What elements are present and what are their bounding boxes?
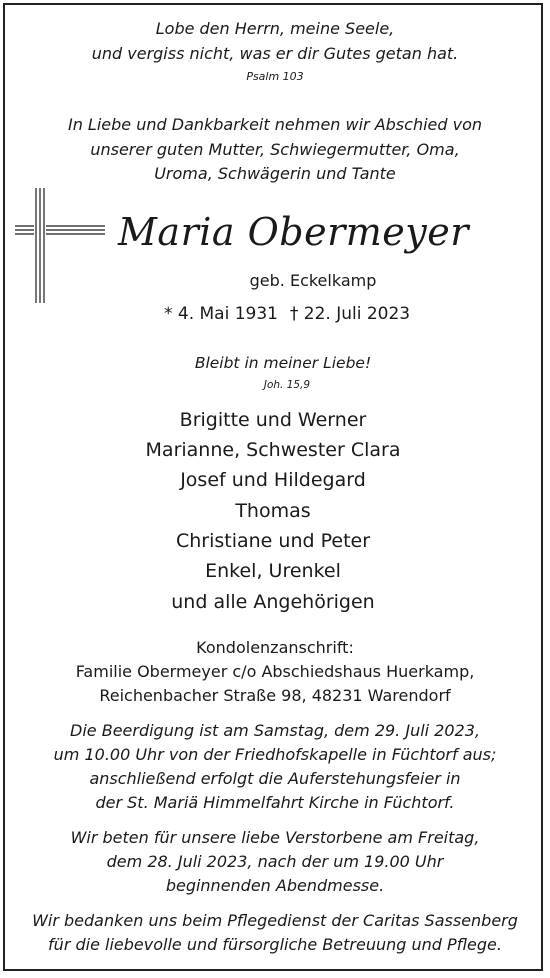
- mourner-4: Thomas: [235, 500, 311, 522]
- prayer-line-1: Wir beten für unsere liebe Verstorbene am Freitag,: [70, 828, 480, 847]
- mourner-6: Enkel, Urenkel: [205, 560, 341, 582]
- thanks-line-2: für die liebevolle und fürsorgliche Betreuung und Pflege.: [48, 935, 502, 954]
- mourner-2: Marianne, Schwester Clara: [145, 439, 401, 461]
- prayer-line-2: dem 28. Juli 2023, nach der um 19.00 Uhr: [106, 852, 444, 871]
- death-date: † 22. Juli 2023: [289, 304, 411, 324]
- intro-line-1: In Liebe und Dankbarkeit nehmen wir Abschied von: [67, 115, 483, 134]
- condolence-heading: Kondolenzanschrift:: [196, 638, 354, 657]
- psalm-line-2: und vergiss nicht, was er dir Gutes getan hat.: [91, 44, 459, 63]
- funeral-line-1: Die Beerdigung ist am Samstag, dem 29. Juli 2023,: [70, 721, 480, 740]
- verse-reference: Joh. 15,9: [263, 379, 311, 391]
- funeral-line-4: der St. Mariä Himmelfahrt Kirche in Füchtorf.: [95, 793, 455, 812]
- mourner-7: und alle Angehörigen: [171, 591, 375, 613]
- deceased-name: Maria Obermeyer: [118, 210, 469, 254]
- mourner-5: Christiane und Peter: [175, 530, 371, 552]
- mourner-3: Josef und Hildegard: [180, 469, 366, 491]
- funeral-line-2: um 10.00 Uhr von der Friedhofskapelle in Füchtorf aus;: [53, 745, 497, 764]
- condolence-line-2: Reichenbacher Straße 98, 48231 Warendorf: [99, 686, 451, 705]
- thanks-line-1: Wir bedanken uns beim Pflegedienst der Caritas Sassenberg: [32, 911, 518, 930]
- verse-text: Bleibt in meiner Liebe!: [194, 354, 372, 372]
- condolence-line-1: Familie Obermeyer c/o Abschiedshaus Huerkamp,: [75, 662, 475, 681]
- prayer-line-3: beginnenden Abendmesse.: [165, 876, 385, 895]
- intro-line-2: unserer guten Mutter, Schwiegermutter, Oma,: [90, 140, 460, 159]
- mourner-1: Brigitte und Werner: [179, 409, 367, 431]
- psalm-reference: Psalm 103: [246, 70, 304, 83]
- intro-line-3: Uroma, Schwägerin und Tante: [154, 164, 396, 183]
- birth-name: geb. Eckelkamp: [249, 271, 377, 290]
- psalm-line-1: Lobe den Herrn, meine Seele,: [155, 19, 395, 38]
- birth-date: * 4. Mai 1931: [163, 304, 278, 324]
- funeral-line-3: anschließend erfolgt die Auferstehungsfeier in: [89, 769, 461, 788]
